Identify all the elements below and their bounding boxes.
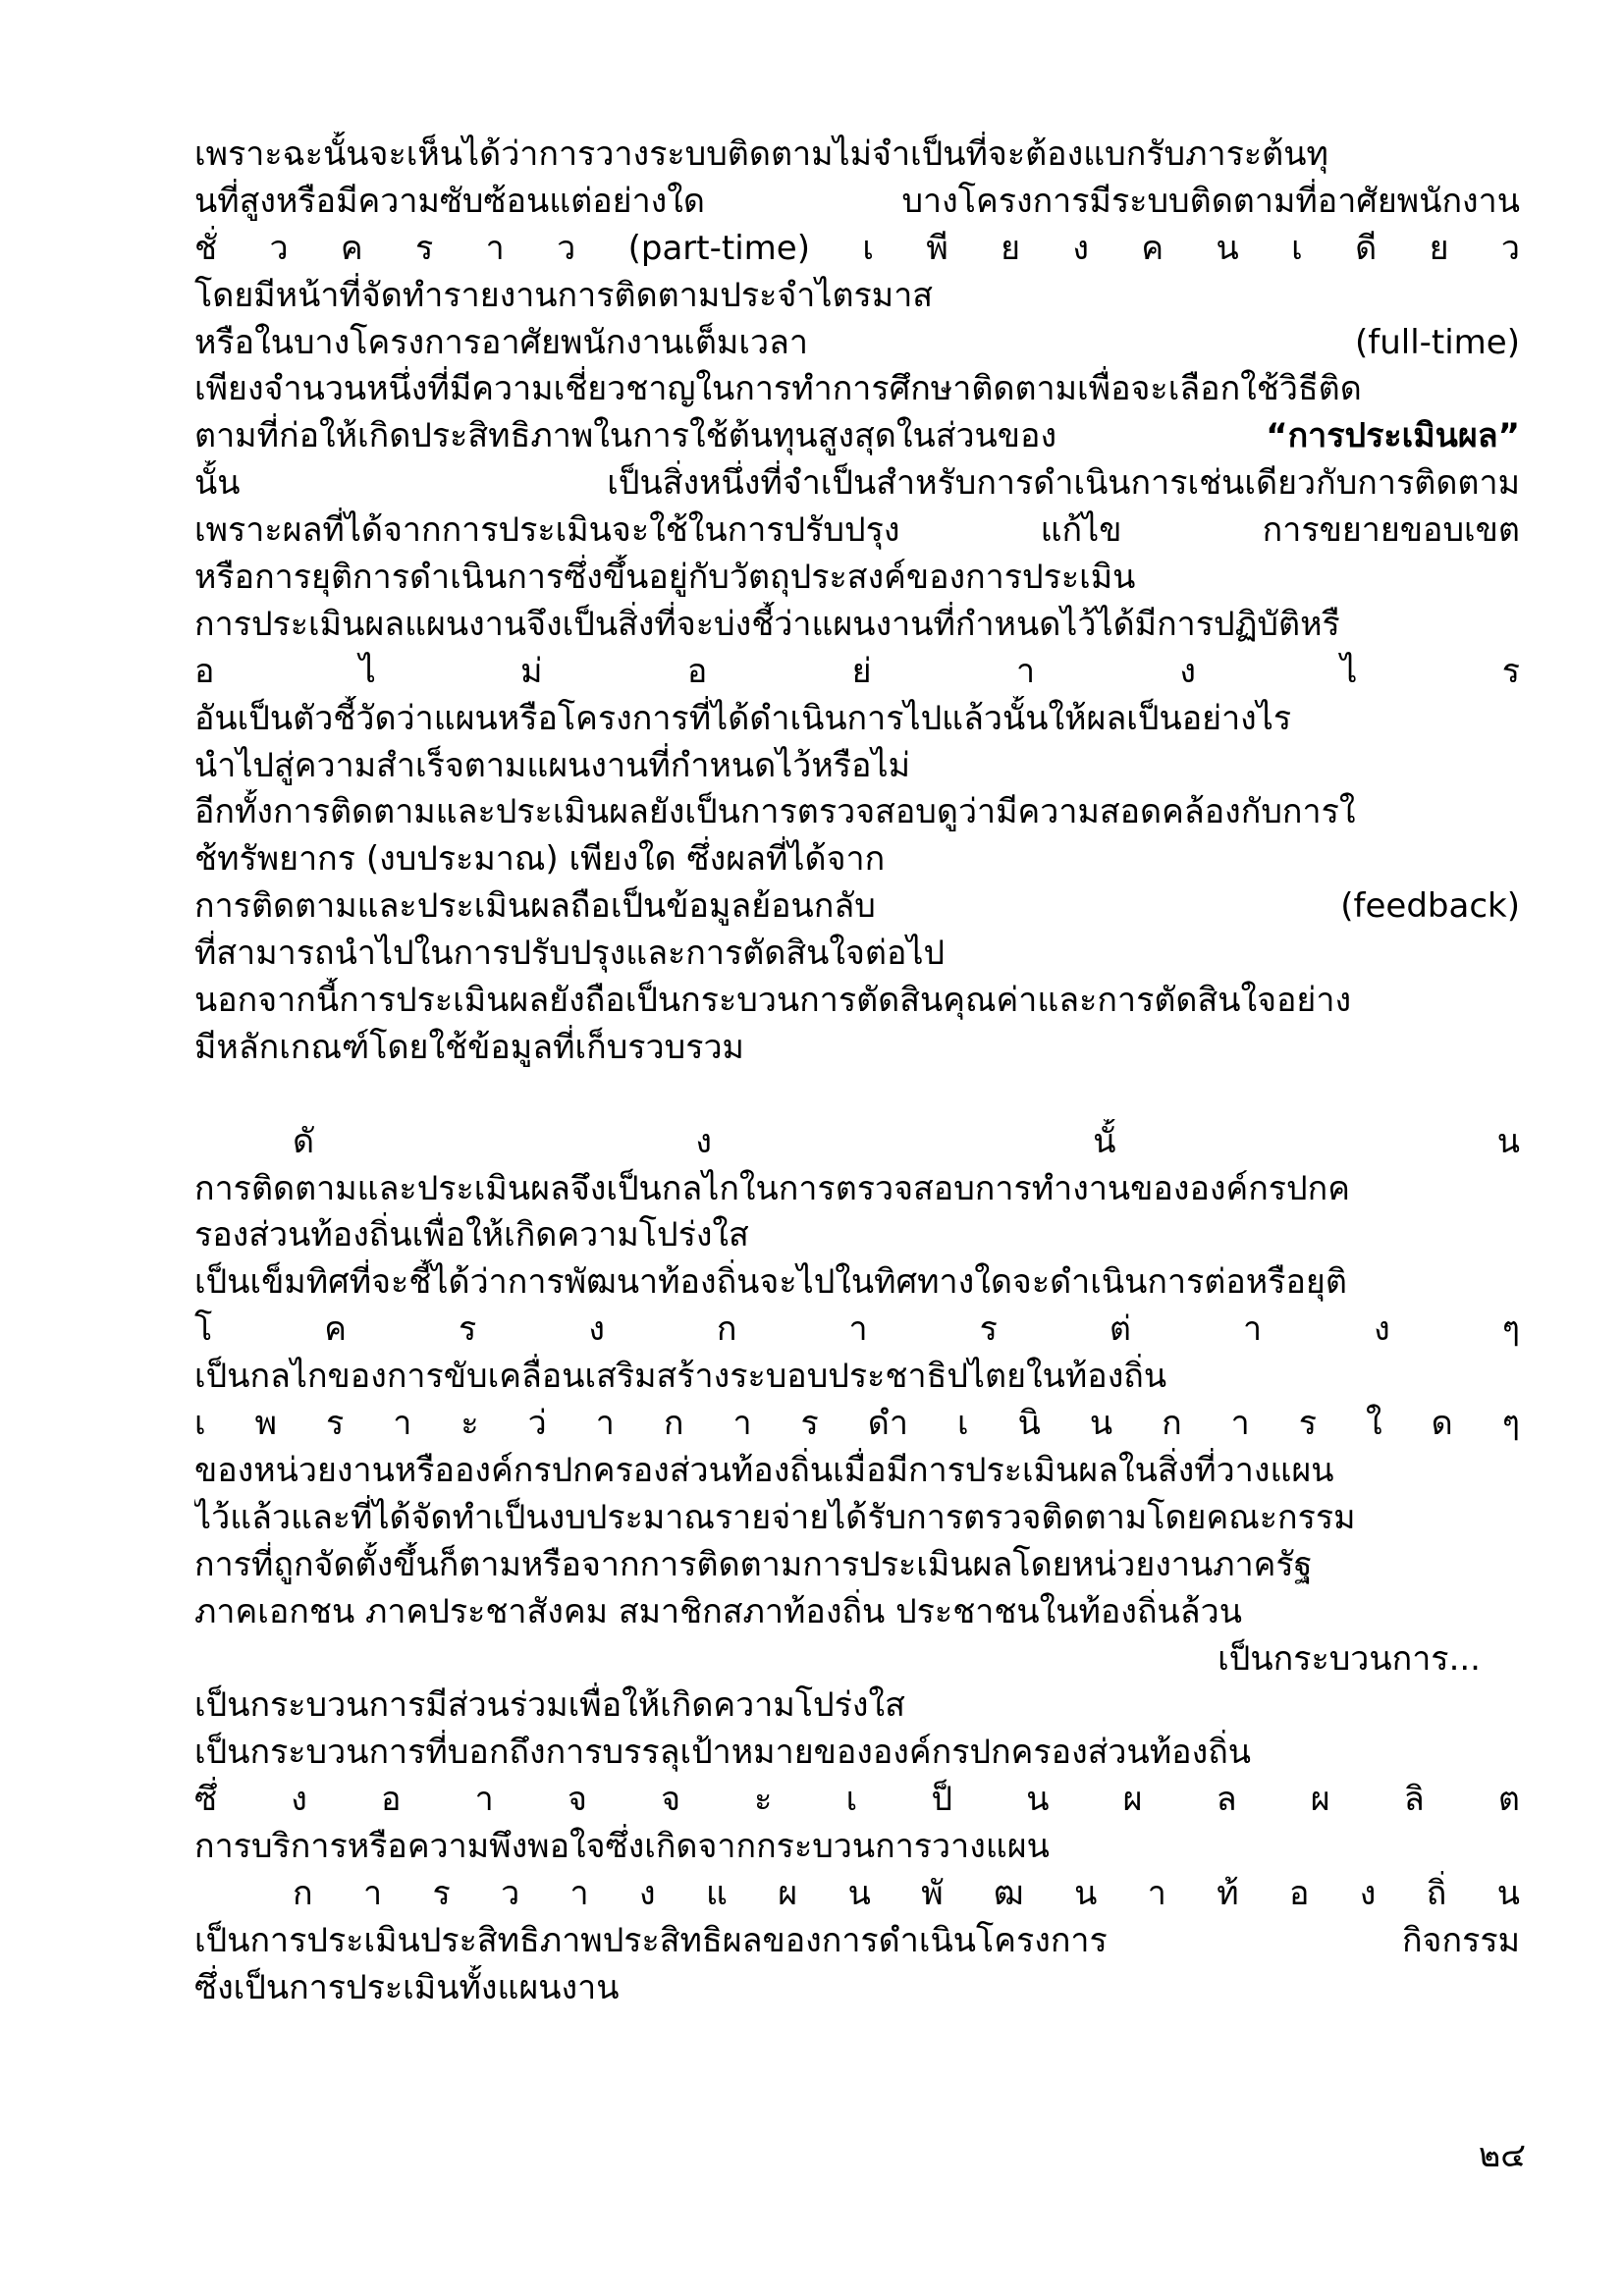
line-text: เพราะฉะนั้นจะเห็นได้ว่าการวางระบบติดตามไม่จำเป็นที่จะต้องแบกรับภาระต้นทุ bbox=[194, 134, 1328, 174]
text-line bbox=[194, 1448, 1520, 1495]
line-text: เป็นการประเมินประสิทธิภาพประสิทธิผลของการดำเนินโครงการ กิจกรรม bbox=[194, 1920, 1520, 1960]
line-text: นอกจากนี้การประเมินผลยังถือเป็นกระบวนการตัดสินคุณค่าและการตัดสินใจอย่าง bbox=[194, 981, 1352, 1021]
line-text: การประเมินผลแผนงานจึงเป็นสิ่งที่จะบ่งชี้ว่าแผนงานที่กำหนดไว้ได้มีการปฏิบัติหรื bbox=[194, 604, 1340, 644]
text-line bbox=[194, 1589, 1520, 1636]
line-text: รองส่วนท้องถิ่นเพื่อให้เกิดความโปร่งใส bbox=[194, 1215, 749, 1255]
text-line bbox=[194, 179, 1520, 226]
text-line bbox=[194, 366, 1520, 413]
line-text: การติดตามและประเมินผลถือเป็นข้อมูลย้อนกลับ (feedback) bbox=[194, 886, 1520, 927]
text-line bbox=[194, 1495, 1520, 1542]
text-line bbox=[194, 1542, 1520, 1589]
text-line bbox=[194, 789, 1520, 836]
text-line bbox=[194, 1166, 1520, 1213]
line-text: ซึ่งเป็นการประเมินทั้งแผนงาน bbox=[194, 1967, 620, 2007]
page-number: ๒๔ bbox=[1478, 2136, 1526, 2175]
line-text: มีหลักเกณฑ์โดยใช้ข้อมูลที่เก็บรวบรวม bbox=[194, 1027, 744, 1067]
text-line bbox=[194, 836, 1520, 883]
text-line bbox=[194, 1965, 1520, 2012]
line-text: เพียงจำนวนหนึ่งที่มีความเชี่ยวชาญในการทำการศึกษาติดตามเพื่อจะเลือกใช้วิธีติด bbox=[194, 369, 1362, 409]
line-text: นที่สูงหรือมีความซับซ้อนแต่อย่างใด บางโครงการมีระบบติดตามที่อาศัยพนักงาน bbox=[194, 181, 1520, 221]
line-text: หรือในบางโครงการอาศัยพนักงานเต็มเวลา (full-time) bbox=[194, 322, 1520, 362]
line-text: เป็นกลไกของการขับเคลื่อนเสริมสร้างระบอบประชาธิปไตยในท้องถิ่น bbox=[194, 1357, 1167, 1397]
line-text: นำไปสู่ความสำเร็จตามแผนงานที่กำหนดไว้หรือไม่ bbox=[194, 745, 910, 785]
line-text: ช้ทรัพยากร (งบประมาณ) เพียงใด ซึ่งผลที่ได้จาก bbox=[194, 839, 886, 880]
text-line bbox=[194, 1824, 1520, 1871]
text-line bbox=[194, 1354, 1520, 1401]
text-line bbox=[194, 273, 1520, 320]
line-text: อีกทั้งการติดตามและประเมินผลยังเป็นการตรวจสอบดูว่ามีความสอดคล้องกับการใ bbox=[194, 792, 1356, 832]
line-text: โ ค ร ง ก า ร ต่ า ง ๆ bbox=[194, 1309, 1520, 1350]
line-text: ภาคเอกชน ภาคประชาสังคม สมาชิกสภาท้องถิ่น ประชาชนในท้องถิ่นล้วน bbox=[194, 1591, 1242, 1631]
line-text: เป็นเข็มทิศที่จะชี้ได้ว่าการพัฒนาท้องถิ่นจะไปในทิศทางใดจะดำเนินการต่อหรือยุติ bbox=[194, 1262, 1347, 1303]
line-text: ซึ่ ง อ า จ จ ะ เ ป็ น ผ ล ผ ลิ ต bbox=[194, 1780, 1520, 1820]
line-text: อ ไ ม่ อ ย่ า ง ไ ร bbox=[194, 651, 1520, 691]
text-line bbox=[194, 132, 1520, 179]
line-text: การติดตามและประเมินผลจึงเป็นกลไกในการตรวจสอบการทำงานขององค์กรปกค bbox=[194, 1168, 1350, 1208]
text-line bbox=[194, 978, 1520, 1025]
text-line bbox=[194, 555, 1520, 602]
bold-term: “การประเมินผล” bbox=[1266, 416, 1520, 456]
text-line bbox=[194, 1777, 1520, 1824]
text-line bbox=[194, 1212, 1520, 1259]
text-line bbox=[194, 1401, 1520, 1448]
line-text: ตามที่ก่อให้เกิดประสิทธิภาพในการใช้ต้นทุนสูงสุดในส่วนของ bbox=[194, 416, 1057, 456]
line-text: โดยมีหน้าที่จัดทำรายงานการติดตามประจำไตรมาส bbox=[194, 275, 934, 315]
line-text: ของหน่วยงานหรือองค์กรปกครองส่วนท้องถิ่นเมื่อมีการประเมินผลในสิ่งที่วางแผน bbox=[194, 1450, 1334, 1490]
text-line bbox=[194, 226, 1520, 273]
line-text: เ พ ร า ะ ว่ า ก า ร ดำ เ นิ น ก า ร ใ ด ๆ bbox=[194, 1404, 1520, 1444]
text-line bbox=[194, 1871, 1520, 1918]
text-line bbox=[194, 1259, 1520, 1307]
text-line bbox=[194, 743, 1520, 790]
text-line bbox=[194, 1682, 1520, 1730]
blank-line bbox=[194, 1072, 1520, 1119]
document-body bbox=[194, 132, 1520, 2012]
text-line bbox=[194, 460, 1520, 507]
text-line bbox=[194, 507, 1520, 555]
line-text: ดั ง นั้ น bbox=[293, 1121, 1520, 1161]
line-text: เป็นกระบวนการที่บอกถึงการบรรลุเป้าหมายขององค์กรปกครองส่วนท้องถิ่น bbox=[194, 1733, 1252, 1773]
text-line bbox=[194, 931, 1520, 978]
text-line bbox=[194, 1025, 1520, 1072]
text-line bbox=[194, 883, 1520, 931]
text-line bbox=[194, 1119, 1520, 1166]
line-text: การที่ถูกจัดตั้งขึ้นก็ตามหรือจากการติดตามการประเมินผลโดยหน่วยงานภาครัฐ bbox=[194, 1544, 1313, 1584]
text-line bbox=[194, 1307, 1520, 1354]
text-line bbox=[194, 1918, 1520, 1965]
line-text: เป็นกระบวนการ... bbox=[1218, 1638, 1481, 1679]
line-text: ก า ร ว า ง แ ผ น พั ฒ น า ท้ อ ง ถิ่ น bbox=[293, 1873, 1520, 1913]
text-line bbox=[194, 1636, 1520, 1683]
line-text: ไว้แล้วและที่ได้จัดทำเป็นงบประมาณรายจ่ายได้รับการตรวจติดตามโดยคณะกรรม bbox=[194, 1497, 1356, 1537]
line-text: อันเป็นตัวชี้วัดว่าแผนหรือโครงการที่ได้ดำเนินการไปแล้วนั้นให้ผลเป็นอย่างไร bbox=[194, 698, 1292, 738]
text-line bbox=[194, 1730, 1520, 1777]
text-line bbox=[194, 602, 1520, 649]
line-text: การบริการหรือความพึงพอใจซึ่งเกิดจากกระบวนการวางแผน bbox=[194, 1827, 1050, 1867]
text-line bbox=[194, 649, 1520, 696]
text-line bbox=[194, 320, 1520, 367]
line-text: เพราะผลที่ได้จากการประเมินจะใช้ในการปรับปรุง แก้ไข การขยายขอบเขต bbox=[194, 510, 1520, 551]
line-text: ชั่ ว ค ร า ว (part-time) เ พี ย ง ค น เ ดี ย ว bbox=[194, 228, 1520, 268]
text-line bbox=[194, 413, 1520, 460]
text-line bbox=[194, 696, 1520, 743]
line-text: หรือการยุติการดำเนินการซึ่งขึ้นอยู่กับวัตถุประสงค์ของการประเมิน bbox=[194, 558, 1136, 598]
line-text: เป็นกระบวนการมีส่วนร่วมเพื่อให้เกิดความโปร่งใส bbox=[194, 1685, 905, 1726]
line-text: นั้น เป็นสิ่งหนึ่งที่จำเป็นสำหรับการดำเนินการเช่นเดียวกับการติดตาม bbox=[194, 463, 1520, 504]
line-text: ที่สามารถนำไปในการปรับปรุงและการตัดสินใจต่อไป bbox=[194, 934, 946, 974]
